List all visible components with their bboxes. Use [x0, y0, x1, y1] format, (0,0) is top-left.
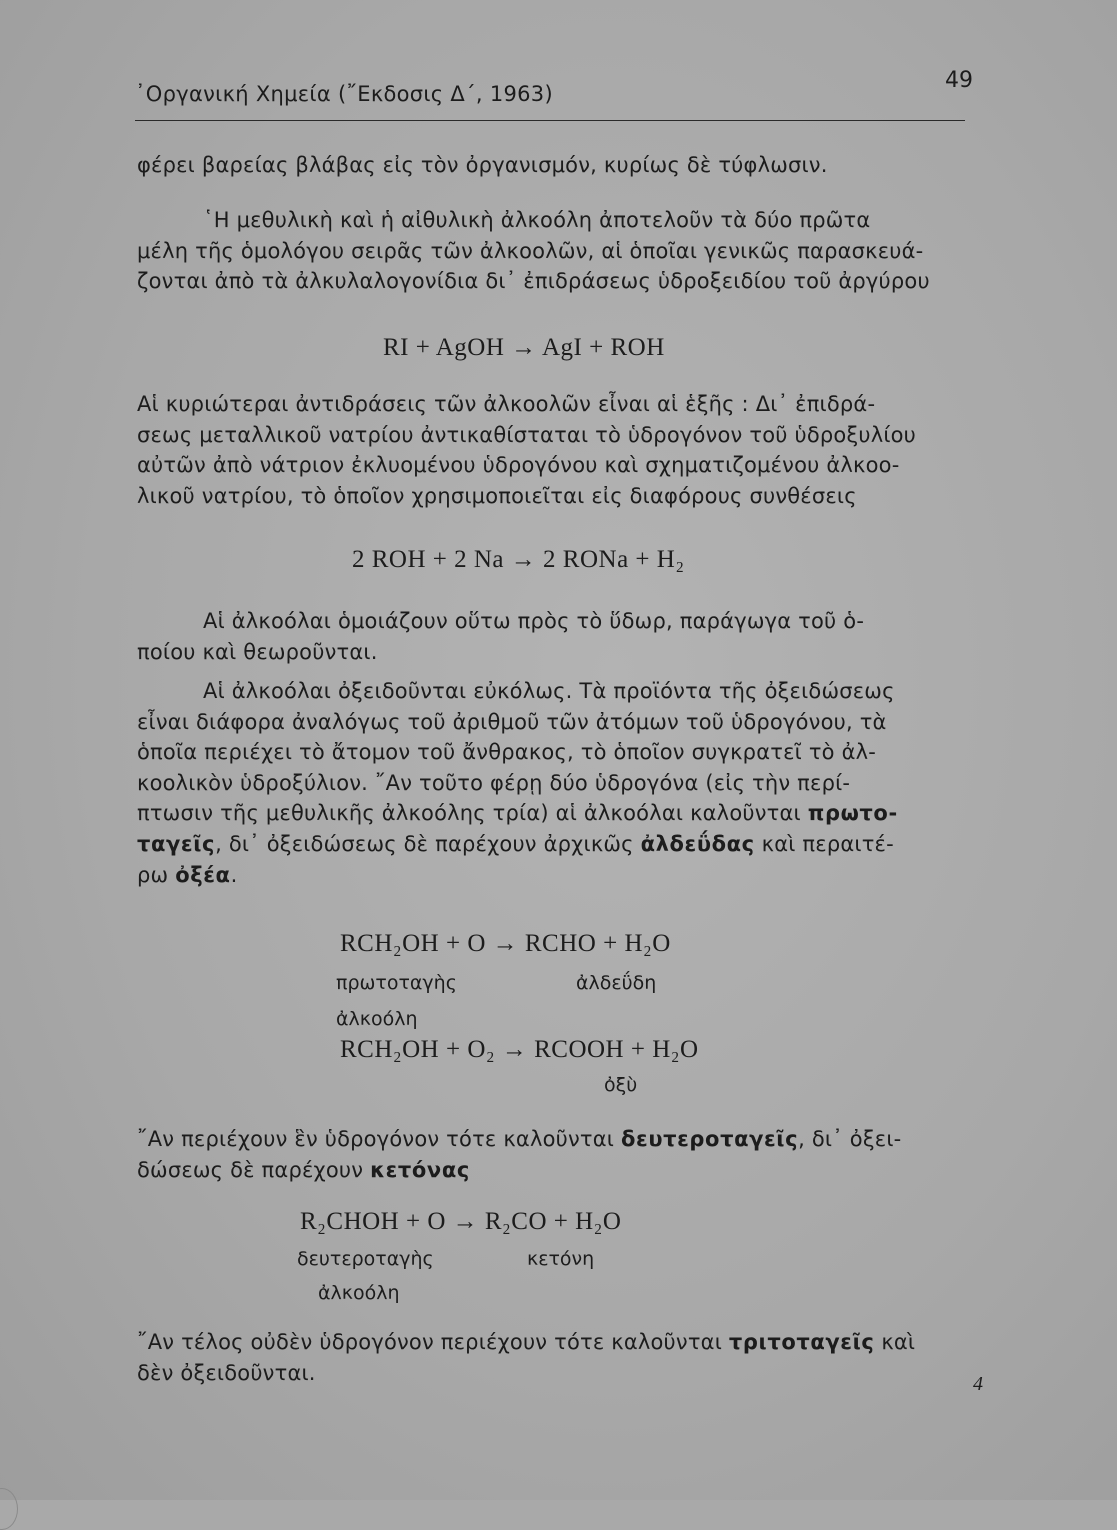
text-line: σεως μεταλλικοῦ νατρίου ἀντικαθίσταται τὸ ὑδρογόνον τοῦ ὑδροξυλίου	[137, 422, 917, 447]
label-primary-alcohol: πρωτοταγὴς	[336, 972, 457, 994]
text-line: ὁποῖα περιέχει τὸ ἄτομον τοῦ ἄνθρακος, τὸ ὁποῖον συγκρατεῖ τὸ ἀλ-	[137, 740, 877, 765]
equation-secondary-oxidation: R₂CHOH + O → R₂CO + H₂O	[300, 1208, 622, 1235]
text-line: Αἱ ἀλκοόλαι ὀξειδοῦνται εὐκόλως. Τὰ προϊόντα τῆς ὀξειδώσεως	[203, 679, 895, 703]
header-rule	[135, 120, 965, 121]
equation-acid-oxidation: RCH₂OH + O₂ → RCOOH + H₂O	[340, 1036, 699, 1063]
text-line	[137, 1327, 967, 1358]
paragraph-6	[137, 1124, 967, 1185]
text-line: ζονται ἀπὸ τὰ ἀλκυλαλογονίδια δι᾽ ἐπιδράσεως ὑδροξειδίου τοῦ ἀργύρου	[137, 269, 930, 294]
term-primary-cont: ταγεῖς	[137, 831, 216, 856]
paragraph-5	[137, 676, 967, 890]
text-line: μέλη τῆς ὁμολόγου σειρᾶς τῶν ἀλκοολῶν, αἱ ὁποῖαι γενικῶς παρασκευά-	[137, 238, 924, 263]
term-tertiary: τριτοταγεῖς	[728, 1330, 875, 1354]
signature-mark: 4	[973, 1373, 983, 1395]
page-number: 49	[945, 68, 973, 93]
text-span: ρω	[137, 862, 169, 887]
label-aldehyde: ἀλδεΰδη	[576, 972, 657, 994]
text-line	[137, 829, 967, 860]
text-span: δώσεως δὲ παρέχουν	[137, 1157, 364, 1182]
text-line: λικοῦ νατρίου, τὸ ὁποῖον χρησιμοποιεῖται εἰς διαφόρους συνθέσεις	[137, 483, 857, 508]
text-line: δὲν ὀξειδοῦνται.	[137, 1360, 316, 1385]
paragraph-3	[137, 389, 967, 511]
binding-hole-mark	[0, 1488, 18, 1530]
term-primary: πρωτο-	[807, 801, 898, 826]
paragraph-7	[137, 1327, 967, 1388]
text-line: κοολικὸν ὑδροξύλιον. ῎Αν τοῦτο φέρῃ δύο ὑδρογόνα (εἰς τὴν περί-	[137, 770, 851, 795]
label-acid: ὀξὺ	[604, 1074, 638, 1096]
text-span: , δι᾽ ὀξει-	[798, 1127, 902, 1151]
term-ketones: κετόνας	[370, 1157, 470, 1182]
text-line: Αἱ κυριώτεραι ἀντιδράσεις τῶν ἀλκοολῶν εἶναι αἱ ἑξῆς : Δι᾽ ἐπιδρά-	[137, 392, 876, 416]
text-line: εἶναι διάφορα ἀναλόγως τοῦ ἀριθμοῦ τῶν ἀτόμων τοῦ ὑδρογόνου, τὰ	[137, 709, 887, 734]
text-span: .	[230, 862, 238, 887]
text-span: πτωσιν τῆς μεθυλικῆς ἀλκοόλης τρία) αἱ ἀλκοόλαι καλοῦνται	[137, 801, 801, 826]
equation-silver-hydroxide: RI + AgOH → AgI + ROH	[383, 334, 665, 361]
text-span: ῎Αν περιέχουν ἓν ὑδρογόνον τότε καλοῦνται	[137, 1127, 615, 1151]
text-span: ῎Αν τέλος οὐδὲν ὑδρογόνον περιέχουν τότε καλοῦνται	[137, 1330, 723, 1354]
label-ketone: κετόνη	[527, 1248, 595, 1270]
text-line	[137, 1124, 967, 1155]
text-line	[137, 798, 967, 829]
equation-primary-oxidation: RCH₂OH + O → RCHO + H₂O	[340, 930, 671, 957]
label-alcohol: ἀλκοόλη	[336, 1008, 418, 1030]
label-secondary-alcohol: δευτεροταγὴς	[297, 1248, 434, 1270]
text-line: αὐτῶν ἀπὸ νάτριον ἐκλυομένου ὑδρογόνου καὶ σχηματιζομένου ἀλκοο-	[137, 453, 900, 478]
label-alcohol-2: ἀλκοόλη	[318, 1282, 400, 1304]
text-span: , δι᾽ ὀξειδώσεως δὲ παρέχουν ἀρχικῶς	[215, 831, 634, 856]
text-span: καὶ	[881, 1330, 916, 1354]
term-secondary: δευτεροταγεῖς	[621, 1127, 799, 1151]
text-line	[137, 860, 967, 891]
paragraph-1	[137, 150, 967, 181]
text-line	[137, 1155, 967, 1186]
text-span: καὶ περαιτέ-	[761, 831, 894, 856]
term-acids: ὀξέα	[175, 862, 231, 887]
term-aldehydes: ἀλδεΰδας	[640, 831, 755, 856]
paragraph-2	[137, 205, 967, 297]
equation-sodium: 2 ROH + 2 Na → 2 RONa + H₂	[352, 546, 685, 573]
text-line: ῾Η μεθυλικὴ καὶ ἡ αἰθυλικὴ ἀλκοόλη ἀποτελοῦν τὰ δύο πρῶτα	[203, 208, 871, 232]
text-line: ποίου καὶ θεωροῦνται.	[137, 639, 378, 664]
text-line: φέρει βαρείας βλάβας εἰς τὸν ὀργανισμόν, κυρίως δὲ τύφλωσιν.	[137, 153, 828, 177]
running-title: ᾽Οργανική Χημεία (῎Εκδοσις Δ΄, 1963)	[135, 82, 553, 106]
text-line: Αἱ ἀλκοόλαι ὁμοιάζουν οὕτω πρὸς τὸ ὕδωρ, παράγωγα τοῦ ὁ-	[203, 609, 865, 633]
paragraph-4	[137, 606, 967, 667]
